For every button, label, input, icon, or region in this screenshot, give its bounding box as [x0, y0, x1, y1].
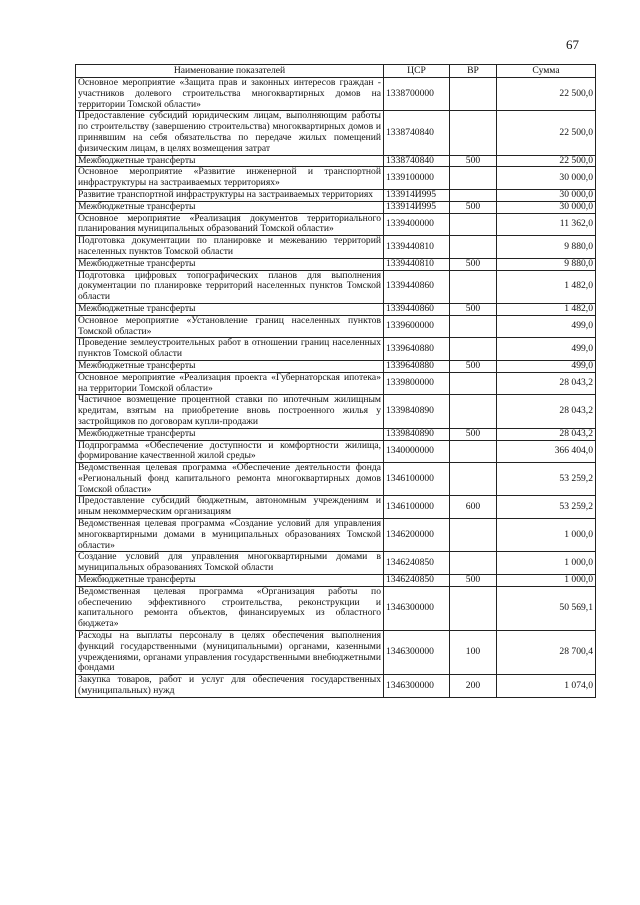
table-row — [76, 463, 596, 496]
row-vr-cell: 500 — [450, 303, 497, 315]
row-vr-cell — [450, 315, 497, 338]
row-csr-cell: 1339840890 — [384, 395, 450, 428]
row-name-cell: Частичное возмещение процентной ставки по ипотечным жилищным кредитам, взятым на приобретение вновь построенного жилья у застройщиков по договорам купли-продажи — [76, 395, 384, 428]
row-csr-cell: 1339800000 — [384, 372, 450, 395]
row-sum-cell: 28 043,2 — [497, 372, 596, 395]
row-name-cell: Основное мероприятие «Развитие инженерной и транспортной инфраструктуры на застраиваемых территориях» — [76, 167, 384, 190]
row-csr-cell: 1346100000 — [384, 463, 450, 496]
row-vr-cell: 500 — [450, 428, 497, 440]
row-csr-cell: 1338700000 — [384, 78, 450, 111]
row-vr-cell — [450, 189, 497, 201]
row-csr-cell: 1339440860 — [384, 303, 450, 315]
header-csr: ЦСР — [384, 65, 450, 78]
row-name-cell: Ведомственная целевая программа «Организация работы по обеспечению эффективного строительства, реконструкции и капитального ремонта объектов, финансируемых из областного бюджета» — [76, 586, 384, 630]
row-vr-cell — [450, 372, 497, 395]
table-row — [76, 303, 596, 315]
row-vr-cell: 500 — [450, 155, 497, 167]
row-sum-cell: 50 569,1 — [497, 586, 596, 630]
row-vr-cell — [450, 78, 497, 111]
table-row — [76, 167, 596, 190]
row-name-cell: Расходы на выплаты персоналу в целях обеспечения выполнения функций государственными (муниципальными) органами, казенными учреждениями, органами управления государственными внебюджетными фондами — [76, 631, 384, 675]
table-row — [76, 338, 596, 361]
row-csr-cell: 1346300000 — [384, 586, 450, 630]
row-name-cell: Закупка товаров, работ и услуг для обеспечения государственных (муниципальных) нужд — [76, 675, 384, 698]
table-row — [76, 155, 596, 167]
row-sum-cell: 22 500,0 — [497, 111, 596, 155]
row-vr-cell: 500 — [450, 201, 497, 213]
row-vr-cell: 500 — [450, 258, 497, 270]
row-name-cell: Межбюджетные трансферты — [76, 303, 384, 315]
table-row — [76, 236, 596, 259]
row-sum-cell: 366 404,0 — [497, 440, 596, 463]
row-sum-cell: 22 500,0 — [497, 78, 596, 111]
row-sum-cell: 9 880,0 — [497, 258, 596, 270]
row-name-cell: Межбюджетные трансферты — [76, 428, 384, 440]
row-vr-cell — [450, 586, 497, 630]
row-csr-cell: 1339640880 — [384, 360, 450, 372]
row-vr-cell: 100 — [450, 631, 497, 675]
row-csr-cell: 1339440860 — [384, 270, 450, 303]
header-sum: Сумма — [497, 65, 596, 78]
row-name-cell: Межбюджетные трансферты — [76, 575, 384, 587]
table-row — [76, 111, 596, 155]
row-vr-cell: 600 — [450, 496, 497, 519]
row-vr-cell — [450, 395, 497, 428]
row-vr-cell — [450, 167, 497, 190]
row-csr-cell: 1339440810 — [384, 236, 450, 259]
row-sum-cell: 1 482,0 — [497, 303, 596, 315]
row-vr-cell: 200 — [450, 675, 497, 698]
row-sum-cell: 1 000,0 — [497, 519, 596, 552]
row-csr-cell: 1339440810 — [384, 258, 450, 270]
row-sum-cell: 1 000,0 — [497, 552, 596, 575]
table-row — [76, 315, 596, 338]
table-row — [76, 519, 596, 552]
table-row — [76, 552, 596, 575]
table-row — [76, 428, 596, 440]
row-vr-cell: 500 — [450, 360, 497, 372]
header-name: Наименование показателей — [76, 65, 384, 78]
table-row — [76, 189, 596, 201]
row-vr-cell — [450, 463, 497, 496]
row-name-cell: Основное мероприятие «Защита прав и законных интересов граждан - участников долевого строительства многоквартирных домов на территории Томской области» — [76, 78, 384, 111]
row-sum-cell: 1 000,0 — [497, 575, 596, 587]
row-sum-cell: 53 259,2 — [497, 496, 596, 519]
row-csr-cell: 1340000000 — [384, 440, 450, 463]
row-csr-cell: 1346200000 — [384, 519, 450, 552]
budget-table — [75, 64, 596, 698]
row-sum-cell: 28 043,2 — [497, 395, 596, 428]
row-sum-cell: 28 043,2 — [497, 428, 596, 440]
row-vr-cell — [450, 270, 497, 303]
table-row — [76, 440, 596, 463]
row-name-cell: Подготовка цифровых топографических планов для выполнения документации по планировке территорий населенных пунктов Томской области — [76, 270, 384, 303]
table-row — [76, 631, 596, 675]
row-name-cell: Предоставление субсидий юридическим лицам, выполняющим работы по строительству (завершению строительства) многоквартирных домов и принявшим на себя обязательства по передаче жилых помещений физическим лицам, в целях возмещения затрат — [76, 111, 384, 155]
row-sum-cell: 22 500,0 — [497, 155, 596, 167]
table-body — [76, 78, 596, 698]
header-vr: ВР — [450, 65, 497, 78]
row-csr-cell: 133914И995 — [384, 201, 450, 213]
row-name-cell: Ведомственная целевая программа «Создание условий для управления многоквартирными домами в муниципальных образованиях Томской области» — [76, 519, 384, 552]
table-header-row — [76, 65, 596, 78]
row-sum-cell: 30 000,0 — [497, 201, 596, 213]
row-csr-cell: 1338740840 — [384, 111, 450, 155]
table-row — [76, 675, 596, 698]
row-csr-cell: 1339100000 — [384, 167, 450, 190]
row-name-cell: Межбюджетные трансферты — [76, 360, 384, 372]
table-row — [76, 586, 596, 630]
row-vr-cell — [450, 440, 497, 463]
row-name-cell: Развитие транспортной инфраструктуры на застраиваемых территориях — [76, 189, 384, 201]
row-sum-cell: 1 482,0 — [497, 270, 596, 303]
row-vr-cell — [450, 236, 497, 259]
row-name-cell: Создание условий для управления многоквартирными домами в муниципальных образованиях Томской области — [76, 552, 384, 575]
row-csr-cell: 1339840890 — [384, 428, 450, 440]
row-vr-cell — [450, 338, 497, 361]
row-csr-cell: 1346240850 — [384, 575, 450, 587]
row-sum-cell: 499,0 — [497, 360, 596, 372]
row-name-cell: Межбюджетные трансферты — [76, 201, 384, 213]
row-name-cell: Проведение землеустроительных работ в отношении границ населенных пунктов Томской области — [76, 338, 384, 361]
row-sum-cell: 499,0 — [497, 338, 596, 361]
row-vr-cell — [450, 519, 497, 552]
row-vr-cell — [450, 111, 497, 155]
row-sum-cell: 499,0 — [497, 315, 596, 338]
row-name-cell: Предоставление субсидий бюджетным, автономным учреждениям и иным некоммерческим организациям — [76, 496, 384, 519]
table-row — [76, 258, 596, 270]
row-csr-cell: 1339400000 — [384, 213, 450, 236]
row-name-cell: Ведомственная целевая программа «Обеспечение деятельности фонда «Региональный фонд капитального ремонта многоквартирных домов Томской области» — [76, 463, 384, 496]
table-row — [76, 201, 596, 213]
table-row — [76, 270, 596, 303]
table-row — [76, 496, 596, 519]
row-csr-cell: 1346100000 — [384, 496, 450, 519]
row-sum-cell: 30 000,0 — [497, 167, 596, 190]
row-vr-cell — [450, 552, 497, 575]
row-csr-cell: 1346300000 — [384, 631, 450, 675]
table-row — [76, 575, 596, 587]
row-sum-cell: 9 880,0 — [497, 236, 596, 259]
row-name-cell: Основное мероприятие «Реализация документов территориального планирования муниципальных образований Томской области» — [76, 213, 384, 236]
row-sum-cell: 28 700,4 — [497, 631, 596, 675]
row-vr-cell — [450, 213, 497, 236]
table-row — [76, 360, 596, 372]
row-csr-cell: 133914И995 — [384, 189, 450, 201]
row-sum-cell: 11 362,0 — [497, 213, 596, 236]
row-csr-cell: 1346240850 — [384, 552, 450, 575]
row-name-cell: Подпрограмма «Обеспечение доступности и комфортности жилища, формирование качественной жилой среды» — [76, 440, 384, 463]
table-row — [76, 213, 596, 236]
row-name-cell: Межбюджетные трансферты — [76, 155, 384, 167]
row-csr-cell: 1339600000 — [384, 315, 450, 338]
page-number: 67 — [566, 37, 579, 52]
row-csr-cell: 1339640880 — [384, 338, 450, 361]
row-csr-cell: 1338740840 — [384, 155, 450, 167]
row-vr-cell: 500 — [450, 575, 497, 587]
row-name-cell: Подготовка документации по планировке и межеванию территорий населенных пунктов Томской области — [76, 236, 384, 259]
row-sum-cell: 30 000,0 — [497, 189, 596, 201]
row-name-cell: Межбюджетные трансферты — [76, 258, 384, 270]
row-name-cell: Основное мероприятие «Реализация проекта «Губернаторская ипотека» на территории Томской области» — [76, 372, 384, 395]
table-row — [76, 372, 596, 395]
row-csr-cell: 1346300000 — [384, 675, 450, 698]
row-sum-cell: 53 259,2 — [497, 463, 596, 496]
table-row — [76, 395, 596, 428]
table-row — [76, 78, 596, 111]
row-sum-cell: 1 074,0 — [497, 675, 596, 698]
row-name-cell: Основное мероприятие «Установление границ населенных пунктов Томской области» — [76, 315, 384, 338]
